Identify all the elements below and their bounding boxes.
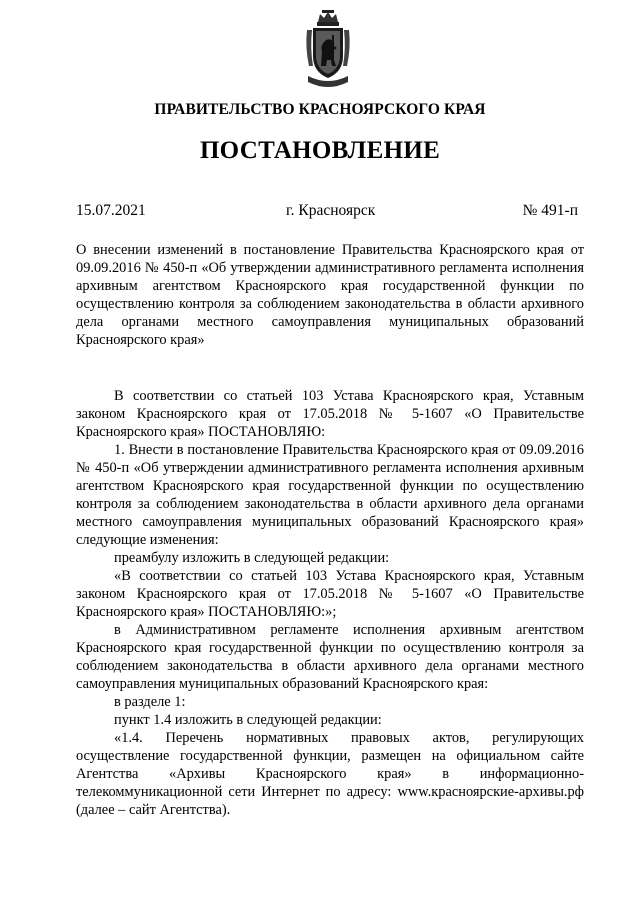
document-city: г. Красноярск (286, 202, 376, 219)
regulation-changes-paragraph: в Административном регламенте исполнения архивным агентством Красноярского края государственной функции по осуществлению контроля за соблюдением законодательства в области архивного дела органами местного самоуправления муниципальных образований Красноярского края: (76, 622, 584, 692)
item-1-4-instruction-paragraph: пункт 1.4 изложить в следующей редакции: (114, 712, 382, 728)
document-body (76, 387, 584, 819)
section-1-paragraph: в разделе 1: (114, 694, 186, 710)
document-number: № 491-п (522, 202, 578, 219)
item-1-4-text-paragraph: «1.4. Перечень нормативных правовых актов, регулирующих осуществление государственной функции, размещен на официальном сайте Агентства «Архивы Красноярского края» в информационно-телекоммуникационной сети Интернет по адресу: www.красноярские-архивы.рф (далее – сайт Агентства). (76, 730, 584, 818)
new-preamble-paragraph: «В соответствии со статьей 103 Устава Красноярского края, Уставным законом Красноярского края от 17.05.2018 № 5-1607 «О Правительстве Красноярского края» ПОСТАНОВЛЯЮ:»; (76, 568, 584, 620)
document-title: О внесении изменений в постановление Правительства Красноярского края от 09.09.2016 № 450-п «Об утверждении административного регламента исполнения архивным агентством Красноярского края государственной функции по осуществлению контроля за соблюдением законодательства в области архивного дела органами местного самоуправления муниципальных образований Красноярского края» (76, 242, 584, 348)
preamble-instruction-paragraph: преамбулу изложить в следующей редакции: (114, 550, 390, 566)
document-type-heading: ПОСТАНОВЛЕНИЕ (199, 137, 441, 164)
document-date: 15.07.2021 (76, 202, 146, 219)
government-heading: ПРАВИТЕЛЬСТВО КРАСНОЯРСКОГО КРАЯ (154, 101, 486, 118)
clause-1-paragraph: 1. Внести в постановление Правительства Красноярского края от 09.09.2016 № 450-п «Об утверждении административного регламента исполнения архивным агентством Красноярского края государственной функции по осуществлению контроля за соблюдением законодательства в области архивного дела органами местного самоуправления муниципальных образований Красноярского края» следующие изменения: (76, 442, 584, 548)
krasnoyarsk-coat-of-arms-icon (304, 8, 352, 92)
preamble-paragraph: В соответствии со статьей 103 Устава Красноярского края, Уставным законом Красноярского края от 17.05.2018 № 5-1607 «О Правительстве Красноярского края» ПОСТАНОВЛЯЮ: (76, 388, 584, 440)
